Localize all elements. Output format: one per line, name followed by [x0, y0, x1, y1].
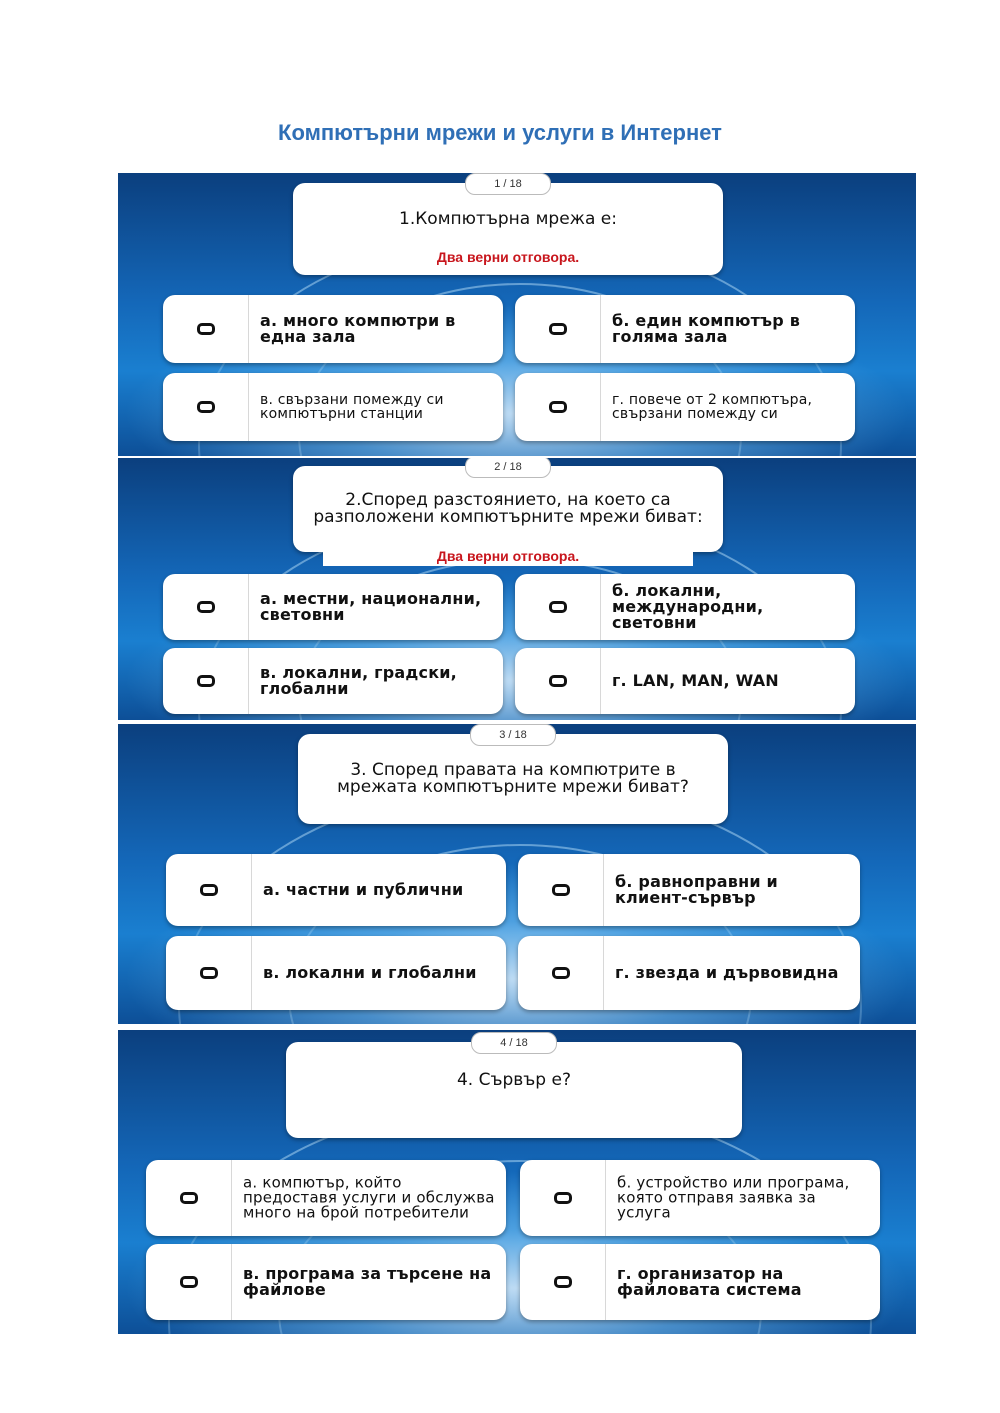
answer-option-c[interactable]: в. локални и глобални — [166, 936, 506, 1010]
question-box — [293, 178, 723, 275]
radio-icon[interactable] — [518, 936, 604, 1010]
answer-option-a[interactable]: а. местни, национални, световни — [163, 574, 503, 640]
answer-option-d[interactable]: г. повече от 2 компютъра, свързани помежду си — [515, 373, 855, 441]
answer-option-a[interactable]: а. компютър, който предоставя услуги и обслужва много на брой потребители — [146, 1160, 506, 1236]
radio-icon[interactable] — [163, 574, 249, 640]
answer-option-d[interactable]: г. звезда и дървовидна — [518, 936, 860, 1010]
radio-icon[interactable] — [518, 854, 604, 926]
answer-option-c[interactable]: в. програма за търсене на файлове — [146, 1244, 506, 1320]
answer-hint: Два верни отговора. — [323, 249, 693, 265]
radio-icon[interactable] — [520, 1160, 606, 1236]
question-box — [286, 1037, 742, 1138]
document-title: Компютърни мрежи и услуги в Интернет — [278, 120, 722, 145]
question-counter: 2 / 18 — [465, 458, 551, 478]
quiz-panel-4 — [118, 1030, 916, 1334]
radio-icon[interactable] — [515, 373, 601, 441]
radio-icon[interactable] — [163, 373, 249, 441]
answer-option-b[interactable]: б. равноправни и клиент-сървър — [518, 854, 860, 926]
radio-icon[interactable] — [515, 295, 601, 363]
quiz-panel-1 — [118, 173, 916, 456]
radio-icon[interactable] — [515, 648, 601, 714]
answer-hint: Два верни отговора. — [323, 546, 693, 566]
quiz-panel-3 — [118, 724, 916, 1024]
radio-icon[interactable] — [166, 936, 252, 1010]
radio-icon[interactable] — [520, 1244, 606, 1320]
quiz-panel-2 — [118, 458, 916, 720]
question-text: 3. Според правата на компютрите в мрежата компютърните мрежи биват? — [337, 760, 689, 797]
question-text: 1.Компютърна мрежа е: — [399, 209, 617, 229]
radio-icon[interactable] — [166, 854, 252, 926]
answer-option-d[interactable]: г. LAN, MAN, WAN — [515, 648, 855, 714]
radio-icon[interactable] — [515, 574, 601, 640]
answer-option-a[interactable]: а. много компютри в една зала — [163, 295, 503, 363]
radio-icon[interactable] — [146, 1160, 232, 1236]
question-box — [298, 729, 728, 824]
question-counter: 1 / 18 — [465, 173, 551, 195]
question-text: 4. Сървър е? — [456, 1070, 571, 1090]
answer-option-b[interactable]: б. устройство или програма, която отправя заявка за услуга — [520, 1160, 880, 1236]
question-counter: 4 / 18 — [471, 1032, 557, 1054]
question-text: 2.Според разстоянието, на което са разположени компютърните мрежи биват: — [313, 490, 703, 527]
answer-option-d[interactable]: г. организатор на файловата система — [520, 1244, 880, 1320]
answer-option-c[interactable]: в. свързани помежду си компютърни станции — [163, 373, 503, 441]
answer-option-b[interactable]: б. локални, международни, световни — [515, 574, 855, 640]
answer-option-c[interactable]: в. локални, градски, глобални — [163, 648, 503, 714]
answer-option-b[interactable]: б. един компютър в голяма зала — [515, 295, 855, 363]
radio-icon[interactable] — [163, 295, 249, 363]
question-box — [293, 461, 723, 564]
radio-icon[interactable] — [146, 1244, 232, 1320]
question-counter: 3 / 18 — [470, 724, 556, 746]
answer-option-a[interactable]: а. частни и публични — [166, 854, 506, 926]
radio-icon[interactable] — [163, 648, 249, 714]
